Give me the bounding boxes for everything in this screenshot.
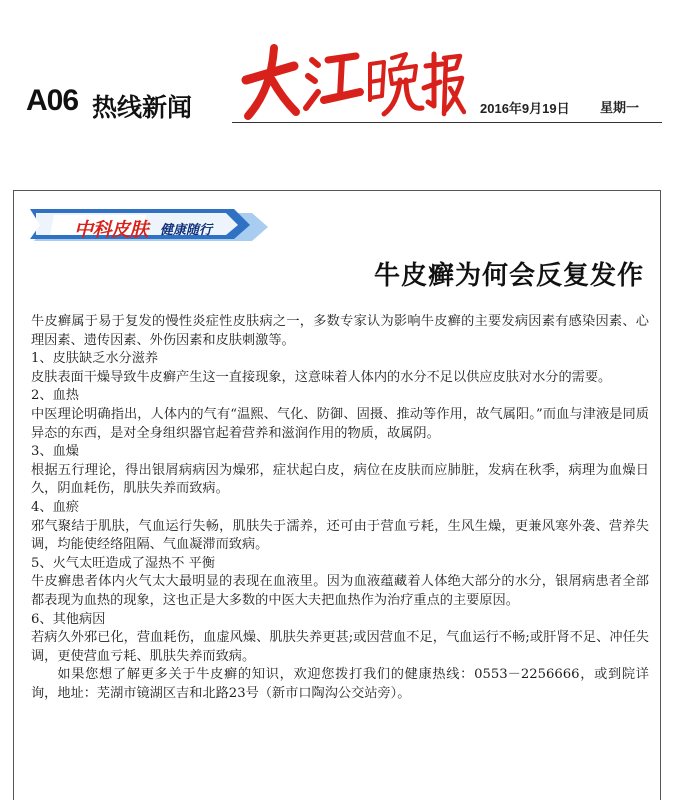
column-tagline: 健康随行 (160, 223, 213, 238)
masthead-divider (232, 122, 662, 123)
publication-weekday: 星期一 (600, 101, 640, 116)
column-name: 中科皮肤 (74, 219, 149, 241)
cause-heading: 2、血热 (31, 388, 79, 404)
cause-text: 若病久外邪已化，营血耗伤，血虚风燥、肌肤失养更甚;或因营血不足，气血运行不畅;或肝肾不足、冲任失调，更使营血亏耗、肌肤失养而致病。 (31, 630, 649, 664)
page-number: A06 (26, 84, 79, 117)
section-title: 热线新闻 (92, 93, 193, 122)
article-title: 牛皮癣为何会反复发作 (373, 261, 644, 291)
cause-text: 牛皮癣患者体内火气太大最明显的表现在血液里。因为血液蕴藏着人体绝大部分的水分，银屑病患者全部都表现为血热的现象，这也正是大多数的中医大夫把血热作为治疗重点的主要原因。 (31, 574, 649, 608)
cause-heading: 4、血瘀 (31, 499, 79, 515)
newspaper-logo (236, 36, 466, 122)
article-box (13, 190, 661, 800)
cause-heading: 5、火气太旺造成了湿热不 平衡 (31, 555, 216, 571)
cause-text: 根据五行理论，得出银屑病病因为燥邪，症状起白皮，病位在皮肤而应肺脏，发病在秋季，病理为血燥日久，阴血耗伤，肌肤失养而致病。 (31, 462, 649, 497)
cause-heading: 3、血燥 (31, 444, 79, 460)
cause-heading: 1、皮肤缺乏水分滋养 (31, 351, 159, 367)
cause-text: 邪气聚结于肌肤，气血运行失畅，肌肤失于濡养，还可由于营血亏耗，生风生燥，更兼风寒外袭、营养失调，均能使经络阻隔、气血凝滞而致病。 (31, 518, 649, 553)
cause-text: 皮肤表面干燥导致牛皮癣产生这一直接现象，这意味着人体内的水分不足以供应皮肤对水分的需要。 (31, 369, 612, 385)
masthead (0, 0, 676, 130)
publication-date: 2016年9月19日 (480, 101, 570, 116)
intro-paragraph: 牛皮癣属于易于复发的慢性炎症性皮肤病之一，多数专家认为影响牛皮癣的主要发病因素有感染因素、心理因素、遗传因素、外伤因素和皮肤刺激等。 (31, 314, 649, 348)
article-body (31, 313, 649, 703)
cause-heading: 6、其他病因 (31, 611, 106, 627)
closing-paragraph: 如果您想了解更多关于牛皮癣的知识，欢迎您拨打我们的健康热线：0553－2256666，或到院详询，地址：芜湖市镜湖区吉和北路23号（新市口陶沟公交站旁）。 (31, 667, 649, 701)
cause-text: 中医理论明确指出，人体内的气有“温熙、气化、防御、固摄、推动等作用，故气属阳。”而血与津液是同质异态的东西，是对全身组织器官起着营养和滋润作用的物质，故属阴。 (31, 406, 649, 441)
